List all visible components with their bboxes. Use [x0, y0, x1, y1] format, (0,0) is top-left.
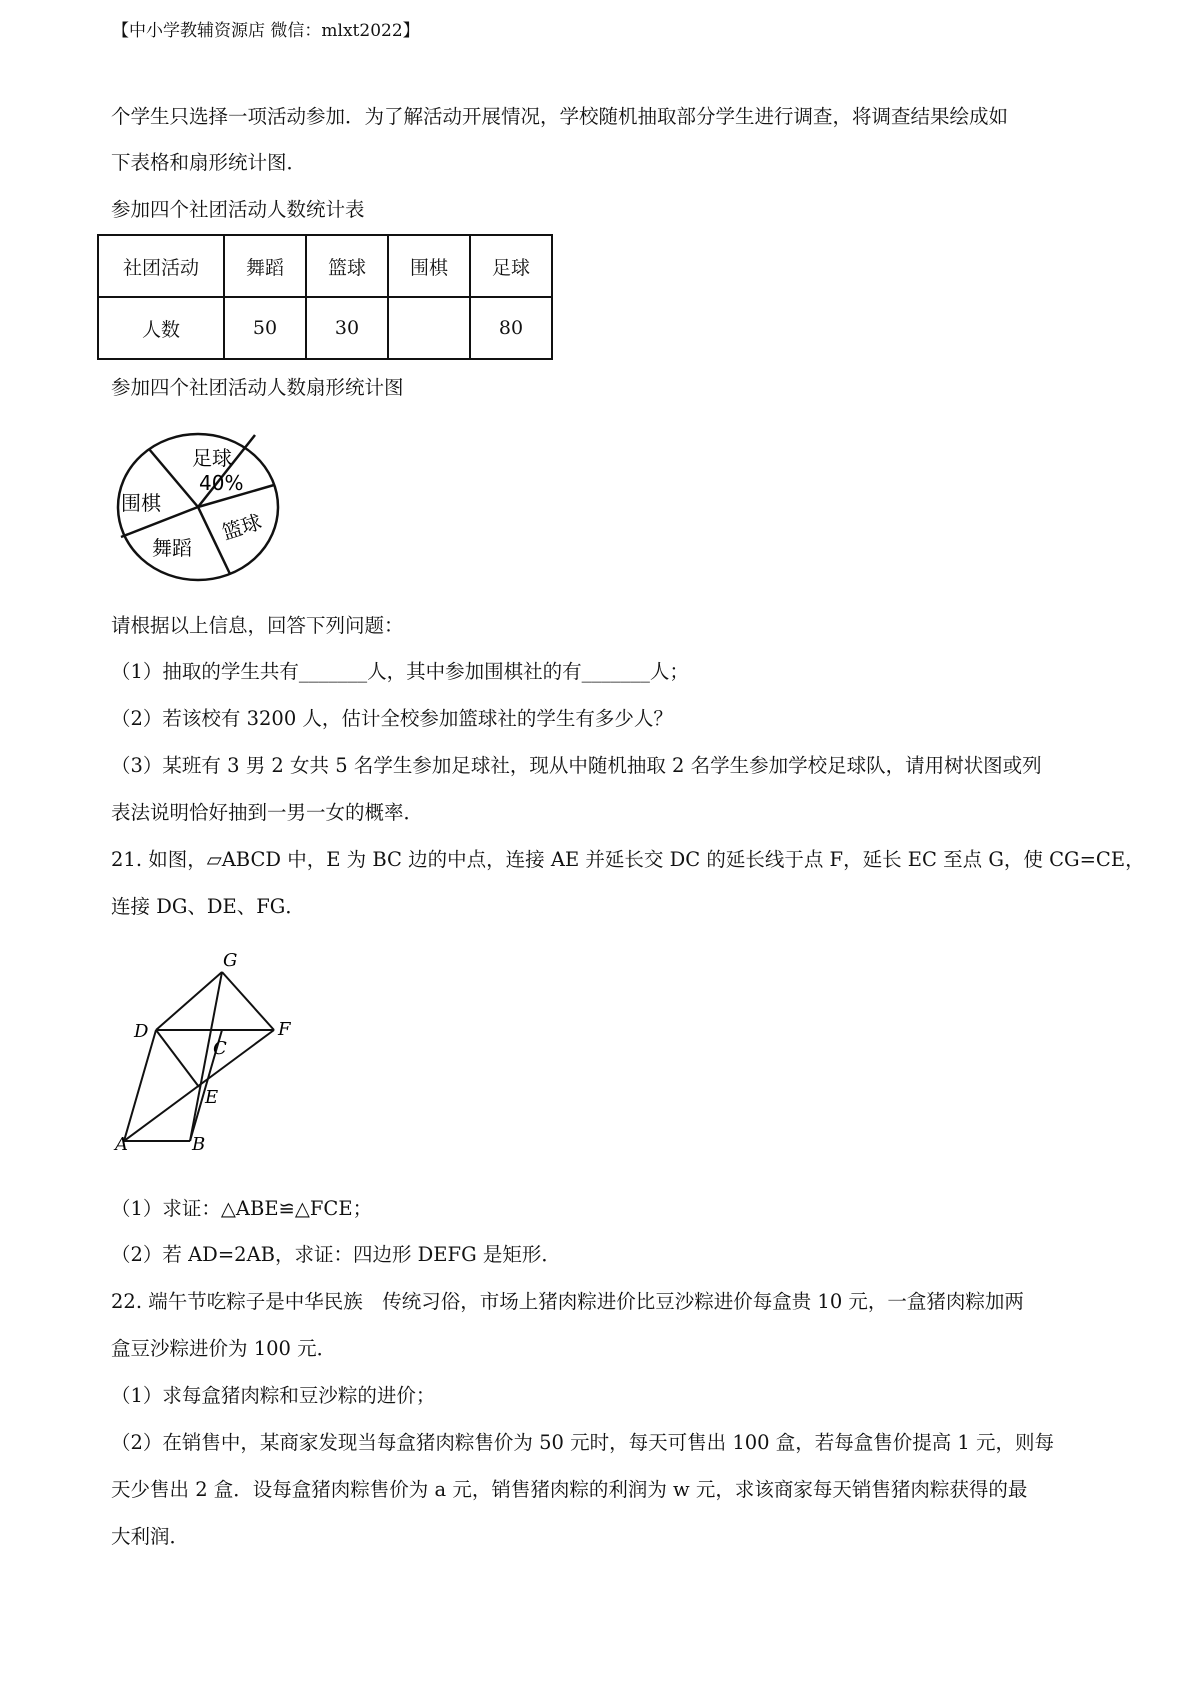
q22-line1: 22. 端午节吃粽子是中华民族 传统习俗，市场上猪肉粽进价比豆沙粽进价每盒贵 10 元，一盒猪肉粽加两 — [111, 1290, 1024, 1313]
q20-sub3-line2: 表法说明恰好抽到一男一女的概率． — [111, 801, 424, 824]
table-cell: 30 — [306, 297, 388, 359]
point-label-f: F — [278, 1019, 291, 1040]
pie-label-football: 足球 — [192, 446, 232, 470]
q21-line2: 连接 DG、DE、FG． — [111, 895, 305, 918]
q20-sub3-line1: （3）某班有 3 男 2 女共 5 名学生参加足球社，现从中随机抽取 2 名学生参加学校足球队，请用树状图或列 — [111, 754, 1042, 777]
pie-label-dance: 舞蹈 — [152, 536, 192, 560]
table-header-cell: 围棋 — [388, 235, 470, 297]
table-header-cell: 社团活动 — [98, 235, 224, 297]
q22-sub2-line3: 大利润． — [111, 1525, 190, 1548]
point-label-b: B — [192, 1134, 206, 1155]
q22-sub2-line2: 天少售出 2 盒．设每盒猪肉粽售价为 a 元，销售猪肉粽的利润为 w 元，求该商家每天销售猪肉粽获得的最 — [111, 1478, 1028, 1501]
activity-stat-table — [97, 234, 553, 360]
q20-intro-line2: 下表格和扇形统计图． — [111, 151, 307, 174]
table-row — [98, 297, 552, 359]
table-header-cell: 足球 — [470, 235, 552, 297]
q21-sub1: （1）求证：△ABE≌△FCE； — [111, 1197, 373, 1220]
q20-prompt: 请根据以上信息，回答下列问题： — [111, 614, 404, 637]
point-label-c: C — [213, 1038, 227, 1059]
table-title: 参加四个社团活动人数统计表 — [111, 198, 365, 221]
q22-sub2-line1: （2）在销售中，某商家发现当每盒猪肉粽售价为 50 元时，每天可售出 100 盒，若每盒售价提高 1 元，则每 — [111, 1431, 1055, 1454]
table-cell — [388, 297, 470, 359]
pie-label-go: 围棋 — [121, 491, 161, 515]
pie-label-basketball: 篮球 — [218, 509, 265, 545]
page-header: 【中小学教辅资源店 微信：mlxt2022】 — [112, 21, 420, 41]
table-cell: 50 — [224, 297, 306, 359]
q22-line2: 盒豆沙粽进价为 100 元． — [111, 1337, 337, 1360]
point-label-g: G — [223, 950, 238, 971]
table-header-cell: 舞蹈 — [224, 235, 306, 297]
table-header-row — [98, 235, 552, 297]
table-header-cell: 篮球 — [306, 235, 388, 297]
q21-sub2: （2）若 AD=2AB，求证：四边形 DEFG 是矩形． — [111, 1243, 561, 1266]
pie-chart — [110, 430, 290, 590]
point-label-d: D — [134, 1021, 149, 1042]
geometry-figure — [110, 948, 310, 1158]
q20-intro-line1: 个学生只选择一项活动参加．为了解活动开展情况，学校随机抽取部分学生进行调查，将调查结果绘成如 — [111, 105, 1009, 128]
pie-title: 参加四个社团活动人数扇形统计图 — [111, 376, 404, 399]
pie-label-football-pct: 40% — [199, 471, 244, 495]
q20-sub1: （1）抽取的学生共有_______人，其中参加围棋社的有_______人； — [111, 660, 689, 683]
q21-line1: 21. 如图，▱ABCD 中，E 为 BC 边的中点，连接 AE 并延长交 DC 的延长线于点 F，延长 EC 至点 G，使 CG=CE， — [111, 848, 1145, 871]
q20-sub2: （2）若该校有 3200 人，估计全校参加篮球社的学生有多少人？ — [111, 707, 673, 730]
table-cell: 人数 — [98, 297, 224, 359]
q22-sub1: （1）求每盒猪肉粽和豆沙粽的进价； — [111, 1384, 436, 1407]
point-label-e: E — [205, 1087, 219, 1108]
point-label-a: A — [115, 1134, 128, 1155]
table-cell: 80 — [470, 297, 552, 359]
